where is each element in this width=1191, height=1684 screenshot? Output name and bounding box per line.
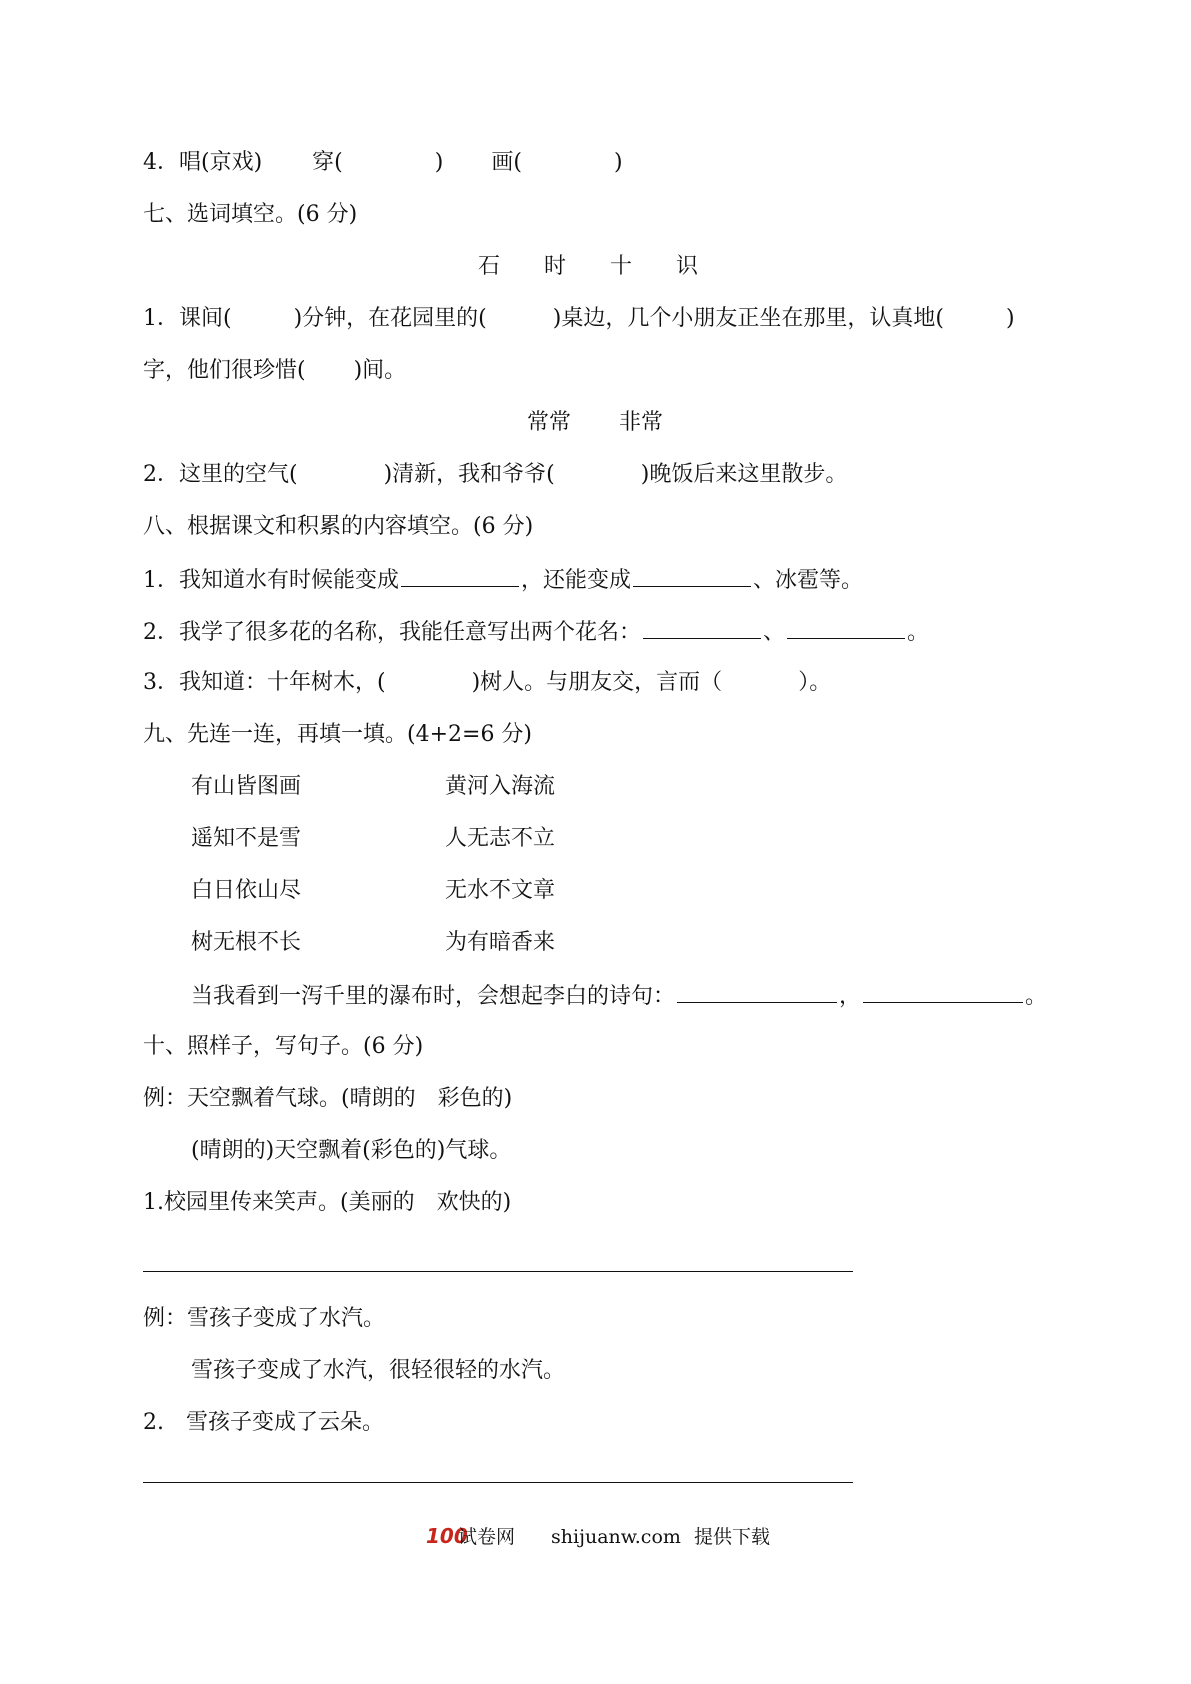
site-logo: 100 bbox=[426, 1524, 468, 1548]
paren-close: ) bbox=[613, 150, 623, 175]
poem-left-1[interactable]: 有山皆图画 bbox=[191, 774, 302, 799]
section9-fill bbox=[191, 980, 1047, 1012]
answer-line-2[interactable] bbox=[143, 1482, 853, 1483]
section10-q2: 2. 雪孩子变成了云朵。 bbox=[143, 1410, 384, 1435]
section8-q2 bbox=[143, 616, 929, 648]
section8-q1 bbox=[143, 564, 863, 596]
site-url[interactable]: shijuanw.com bbox=[551, 1526, 681, 1548]
q-text: 、 bbox=[763, 620, 786, 645]
example-2: 例：雪孩子变成了水汽。 bbox=[143, 1306, 386, 1331]
q-text: )树人。与朋友交，言而（ bbox=[471, 670, 723, 695]
answer-line-1[interactable] bbox=[143, 1271, 853, 1272]
q-text: ，还能变成 bbox=[521, 568, 632, 593]
poem-right-3[interactable]: 无水不文章 bbox=[445, 878, 556, 903]
q6-item4 bbox=[143, 148, 623, 178]
site-name: 试卷网 bbox=[458, 1526, 516, 1548]
section8-title: 八、根据课文和积累的内容填空。(6 分) bbox=[143, 514, 534, 539]
word-option: 十 bbox=[610, 254, 633, 279]
q-text: 1．课间( bbox=[143, 306, 232, 331]
q-text: 2．我学了很多花的名称，我能任意写出两个花名： bbox=[143, 620, 641, 645]
poem-left-4[interactable]: 树无根不长 bbox=[191, 930, 302, 955]
q-text: 。 bbox=[907, 620, 930, 645]
q-text: 3．我知道：十年树木，( bbox=[143, 670, 386, 695]
q-text: )桌边，几个小朋友正坐在那里，认真地( bbox=[552, 306, 944, 331]
section7-q1-line2 bbox=[143, 356, 406, 386]
poem-left-3[interactable]: 白日依山尽 bbox=[191, 878, 302, 903]
section7-title: 七、选词填空。(6 分) bbox=[143, 202, 358, 227]
example-1: 例：天空飘着气球。(晴朗的 彩色的) bbox=[143, 1086, 513, 1111]
example-phrase: 唱(京戏) bbox=[179, 150, 263, 175]
word-option: 非常 bbox=[619, 410, 664, 435]
answer-blank[interactable] bbox=[401, 564, 519, 587]
word-choice-1 bbox=[478, 252, 698, 282]
q-text: ）。 bbox=[798, 670, 832, 695]
example-1-answer: (晴朗的)天空飘着(彩色的)气球。 bbox=[191, 1138, 512, 1163]
q-text: 2．这里的空气( bbox=[143, 462, 298, 487]
item-number: 4． bbox=[143, 150, 179, 175]
example-2-answer: 雪孩子变成了水汽，很轻很轻的水汽。 bbox=[191, 1358, 566, 1383]
word-option: 识 bbox=[676, 254, 699, 279]
phrase-chuan: 穿( bbox=[312, 150, 343, 175]
section9-title: 九、先连一连，再填一填。(4+2=6 分) bbox=[143, 722, 533, 747]
q-text: ， bbox=[839, 984, 862, 1009]
poem-right-4[interactable]: 为有暗香来 bbox=[445, 930, 556, 955]
q-text: )清新，我和爷爷( bbox=[383, 462, 555, 487]
answer-blank[interactable] bbox=[643, 616, 761, 639]
phrase-hua: 画( bbox=[491, 150, 522, 175]
poem-right-1[interactable]: 黄河入海流 bbox=[445, 774, 556, 799]
q-text: ) bbox=[1005, 306, 1015, 331]
answer-blank[interactable] bbox=[677, 980, 837, 1003]
word-choice-2 bbox=[527, 408, 663, 438]
section10-title: 十、照样子，写句子。(6 分) bbox=[143, 1034, 424, 1059]
answer-blank[interactable] bbox=[787, 616, 905, 639]
q-text: )晚饭后来这里散步。 bbox=[640, 462, 848, 487]
section7-q1 bbox=[143, 304, 1015, 334]
poem-right-2[interactable]: 人无志不立 bbox=[445, 826, 556, 851]
paren-close: ) bbox=[434, 150, 444, 175]
q-text: 当我看到一泻千里的瀑布时，会想起李白的诗句： bbox=[191, 984, 676, 1009]
word-option: 时 bbox=[544, 254, 567, 279]
q-text: 1．我知道水有时候能变成 bbox=[143, 568, 399, 593]
q-text: )分钟，在花园里的( bbox=[293, 306, 487, 331]
section10-q1: 1.校园里传来笑声。(美丽的 欢快的) bbox=[143, 1190, 512, 1215]
answer-blank[interactable] bbox=[633, 564, 751, 587]
q-text: 字，他们很珍惜( bbox=[143, 358, 306, 383]
q-text: 、冰雹等。 bbox=[753, 568, 864, 593]
answer-blank[interactable] bbox=[863, 980, 1023, 1003]
word-option: 石 bbox=[478, 254, 501, 279]
word-option: 常常 bbox=[527, 410, 572, 435]
q-text: 。 bbox=[1025, 984, 1048, 1009]
section8-q3 bbox=[143, 668, 831, 698]
poem-left-2[interactable]: 遥知不是雪 bbox=[191, 826, 302, 851]
q-text: )间。 bbox=[353, 358, 407, 383]
section7-q2 bbox=[143, 460, 847, 490]
footer-suffix: 提供下载 bbox=[694, 1526, 771, 1548]
